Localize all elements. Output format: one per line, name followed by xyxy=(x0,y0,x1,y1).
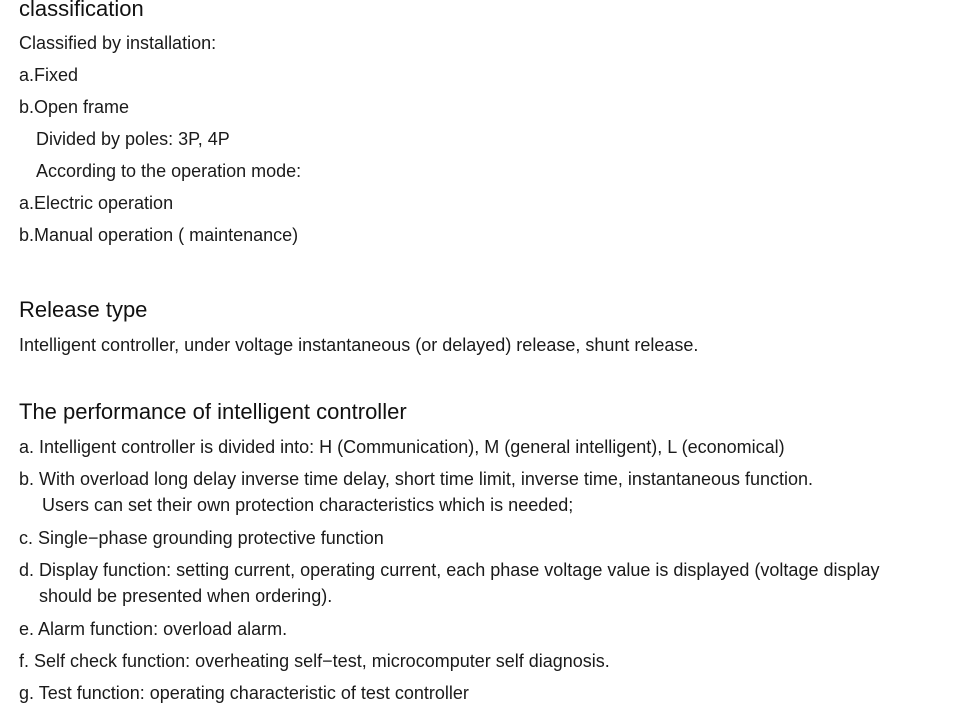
performance-item-c: c. Single−phase grounding protective function xyxy=(19,528,384,548)
operation-mode-label: According to the operation mode: xyxy=(36,161,302,181)
release-description: Intelligent controller, under voltage instantaneous (or delayed) release, shunt release. xyxy=(19,335,699,355)
installation-option-fixed: a.Fixed xyxy=(19,65,79,85)
performance-heading: The performance of intelligent controller xyxy=(19,399,407,424)
installation-label: Classified by installation: xyxy=(19,33,217,53)
performance-item-a: a. Intelligent controller is divided into: H (Communication), M (general intelligent), L (economical) xyxy=(19,437,785,457)
operation-option-manual: b.Manual operation ( maintenance) xyxy=(19,225,299,245)
classification-heading: classification xyxy=(19,0,144,21)
operation-option-electric: a.Electric operation xyxy=(19,193,174,213)
installation-option-open-frame: b.Open frame xyxy=(19,97,130,117)
performance-item-e: e. Alarm function: overload alarm. xyxy=(19,619,288,639)
performance-item-g: g. Test function: operating characteristic of test controller xyxy=(19,683,469,703)
performance-item-d-continued: should be presented when ordering). xyxy=(39,586,333,606)
performance-item-f: f. Self check function: overheating self−test, microcomputer self diagnosis. xyxy=(19,651,610,671)
performance-item-b: b. With overload long delay inverse time delay, short time limit, inverse time, instantaneous function. xyxy=(19,469,814,489)
performance-item-d: d. Display function: setting current, operating current, each phase voltage value is displayed (voltage display xyxy=(19,560,880,580)
poles-label: Divided by poles: 3P, 4P xyxy=(36,129,230,149)
performance-item-b-continued: Users can set their own protection characteristics which is needed; xyxy=(42,495,574,515)
release-heading: Release type xyxy=(19,297,148,322)
